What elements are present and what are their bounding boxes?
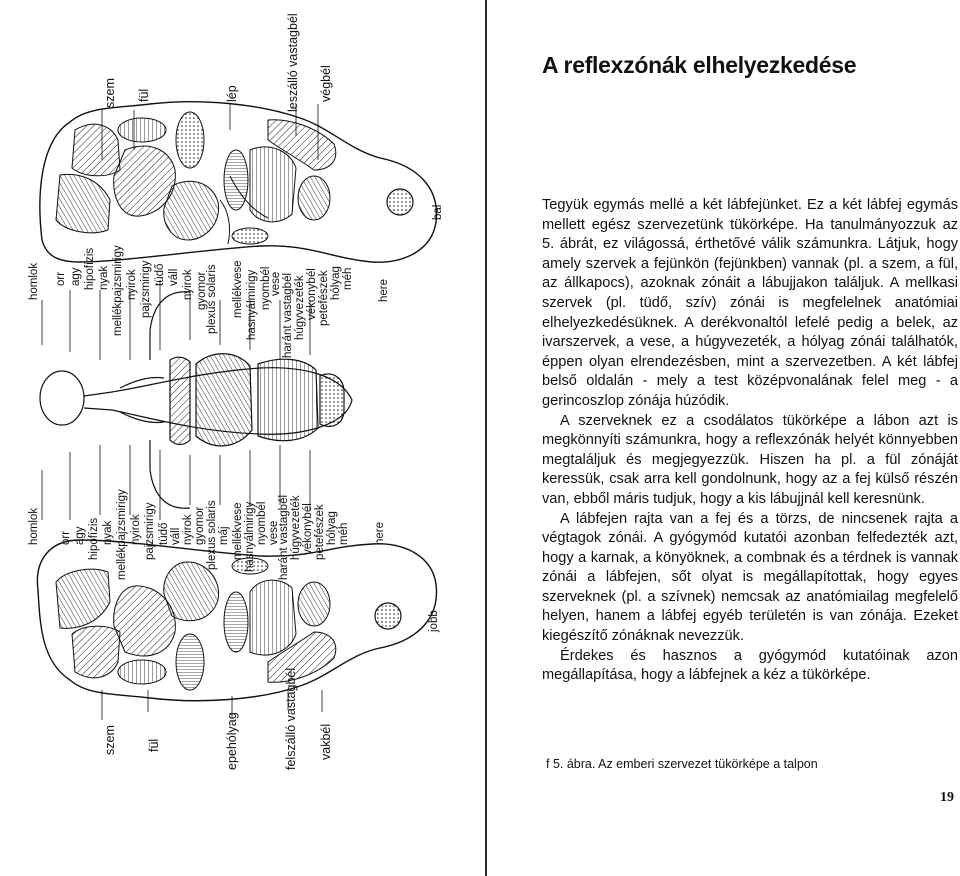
left-foot <box>40 102 437 263</box>
label-lower-nyombel: nyombél <box>256 501 268 545</box>
label-upper-hipofizis: hipofízis <box>84 247 96 290</box>
label-upper-nyak: nyak <box>98 265 110 290</box>
label-lower-mellekpajzsmirigy: mellékpajzsmirigy <box>116 489 128 580</box>
page-number: 19 <box>940 790 954 805</box>
label-bottom-epeholyag: epehólyag <box>225 712 239 770</box>
label-upper-holyag: hólyag <box>330 266 342 300</box>
label-lower-vekonybel: vékonybél <box>302 503 314 555</box>
label-upper-petefeszek: petefészek <box>318 270 330 326</box>
paragraph: Tegyük egymás mellé a két lábfejünket. Ez a két lábfej egymás mellett egész szervezetünk tükörképe. Ha tanulmányozzuk az 5. ábrát, ez világossá, érthetővé válik számunkra. Látjuk, hogy amely szervek a fejünkön (fejünkben) vannak (pl. a szem, a fül, az állkapocs), azoknak zónáit a lábujjakon találjuk. A mellkasi szervek (pl. tüdő, szív) zónái is megfelelnek anatómiai elhelyezkedésüknek. A derékvonaltól lefelé pedig a belek, az ivarszervek, a vese, a húgyvezeték, a hólyag zónái találhatók, éppen olyan elrendezésben, mint a szervezetben. A két lábfej belső oldalán - mely a test középvonalának felel meg - a gerincoszlop zónája húzódik. <box>542 197 958 409</box>
label-lower-nyirok: nyirok <box>130 514 142 545</box>
label-lower-agy: agy <box>74 526 86 545</box>
label-lower-vese: vese <box>268 520 280 545</box>
label-lower-hasnyalmirigy: hasnyálmirigy <box>244 501 256 572</box>
label-top-szem: szem <box>103 78 117 108</box>
paragraph: A szerveknek ez a csodálatos tükörképe a lábon azt is megkönnyíti számunkra, hogy a reflexzónák helyét könnyebben megtaláljuk és megjegyezzük. Hiszen ha pl. a fül zónáját keressük, csak arra kell gondolnunk, hogy az a fej külső részén van, ebből máris tudjuk, hogy a kis lábujjnál kell keresnünk. <box>542 412 958 507</box>
label-bottom-szem: szem <box>103 725 117 755</box>
label-upper-pajzsmirigy: pajzsmirigy <box>140 260 152 318</box>
label-lower-here: here <box>374 521 386 545</box>
label-top-vegbel: végbél <box>319 65 333 102</box>
text-page <box>488 0 960 876</box>
label-upper-meh: méh <box>342 267 354 290</box>
page-title: A reflexzónák elhelyezkedése <box>542 52 857 78</box>
label-upper-vese: vese <box>270 271 282 296</box>
label-lower-meh: méh <box>338 522 350 545</box>
label-upper-nyirok: nyirok <box>126 269 138 300</box>
label-upper-mellekvese: mellékvese <box>232 260 244 318</box>
label-lower-orr: orr <box>60 530 72 545</box>
label-lower-plexus-solaris: plexus solaris <box>206 500 218 570</box>
label-lower-gyomor: gyomor <box>194 506 206 545</box>
label-upper-agy: agy <box>70 267 82 286</box>
label-lower-maj: máj <box>218 526 230 545</box>
label-upper-mellekpajzsmirigy: mellékpajzsmirigy <box>112 245 124 336</box>
label-lower-holyag: hólyag <box>326 511 338 545</box>
label-jobb: jobb <box>428 610 440 632</box>
label-upper-hasnyalmirigy: hasnyálmirigy <box>246 269 258 340</box>
label-upper-here: here <box>378 278 390 302</box>
label-lower-nyak: nyak <box>102 520 114 545</box>
label-lower-hugyvezetek: húgyvezeték <box>290 495 302 560</box>
label-lower-harant-vastagbel: haránt vastagbél <box>278 494 290 580</box>
label-upper-plexus-solaris: plexus solaris <box>206 264 218 334</box>
label-upper-homlok: homlok <box>28 262 40 300</box>
label-upper-vall: váll <box>168 268 180 286</box>
figure-caption: f 5. ábra. Az emberi szervezet tükörképe a talpon <box>546 757 818 771</box>
label-lower-nyirok-2: nyirok <box>182 514 194 545</box>
page-divider <box>485 0 487 876</box>
right-foot <box>37 540 436 701</box>
label-top-lep: lép <box>225 85 239 102</box>
paragraph: A lábfejen rajta van a fej és a törzs, de nincsenek rajta a végtagok zónái. A gyógymód kutatói azonban felfedezték azt, hogy a karnak, a könyöknek, a combnak és a térdnek is vannak zónái a lábfejen, sőt olyat is megállapítottak, hogy egyes szerveknek (pl. a szívnek) nemcsak az anatómiailag megfelelő helyen, hanem a lábfej egyéb területén is van zónája. Ezeket kiegészítő zónáknak nevezzük. <box>542 510 958 645</box>
label-upper-orr: orr <box>55 271 67 286</box>
label-upper-gyomor: gyomor <box>196 271 208 310</box>
label-bottom-ful: fül <box>147 738 161 752</box>
label-top-leszallo-vastagbel: leszálló vastagbél <box>286 13 300 112</box>
paragraph: Érdekes és hasznos a gyógymód kutatóinak azon megállapítása, hogy a lábfejnek a kéz a tükörképe. <box>542 647 958 684</box>
label-lower-mellekvese: mellékvese <box>232 502 244 560</box>
label-bottom-felszallo-vastagbel: felszálló vastagbél <box>284 667 298 770</box>
label-bottom-vakbel: vakbél <box>319 723 333 760</box>
label-bal: bal <box>432 204 444 220</box>
label-top-ful: fül <box>137 88 151 102</box>
label-lower-tudo: tüdő <box>158 522 170 545</box>
label-lower-petefeszek: petefészek <box>314 504 326 560</box>
label-lower-hipofizis: hipofízis <box>88 517 100 560</box>
label-lower-vall: váll <box>170 527 182 545</box>
label-lower-homlok: homlok <box>28 507 40 545</box>
label-upper-nyombel: nyombél <box>260 266 272 310</box>
label-upper-tudo: tüdő <box>154 263 166 286</box>
label-upper-nyirok-2: nyirok <box>182 269 194 300</box>
label-upper-hugyvezetek: húgyvezeték <box>294 275 306 340</box>
body-text <box>542 196 958 686</box>
label-upper-harant-vastagbel: haránt vastagbél <box>282 272 294 358</box>
label-lower-pajzsmirigy: pajzsmirigy <box>144 502 156 560</box>
label-upper-vekonybel: vékonybél <box>306 268 318 320</box>
